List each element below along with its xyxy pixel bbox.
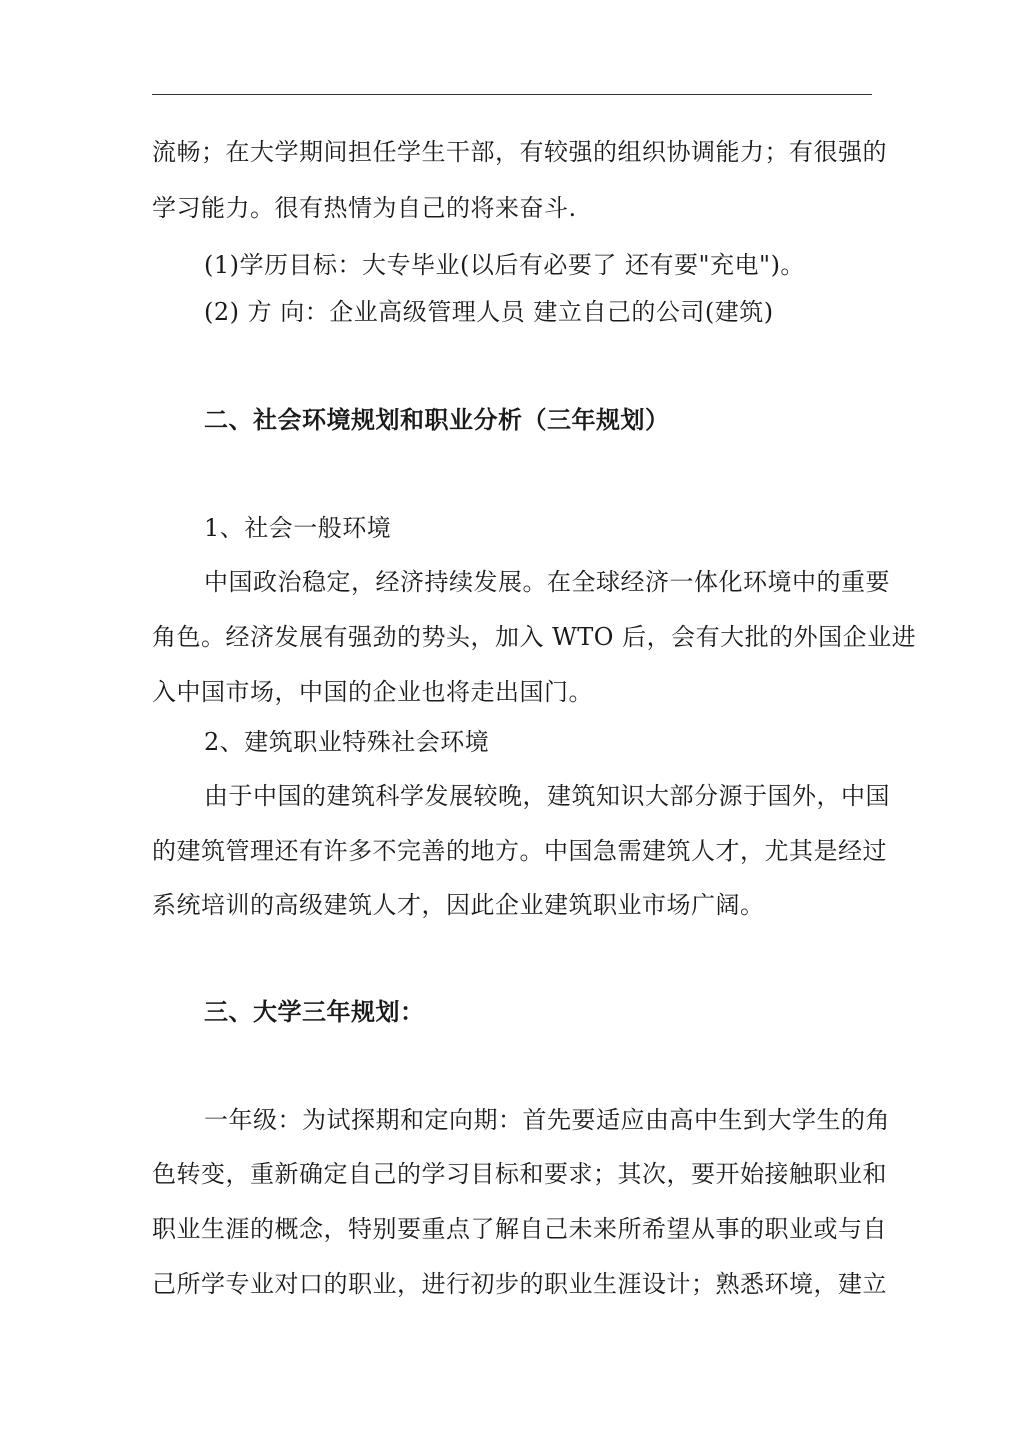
section-3-heading: 三、大学三年规划： xyxy=(204,998,425,1026)
subsection-1-title: 1、社会一般环境 xyxy=(204,514,392,542)
year-1-line-1: 一年级：为试探期和定向期：首先要适应由高中生到大学生的角 xyxy=(204,1106,890,1134)
subsection-1-line-2: 角色。经济发展有强劲的势头，加入 WTO 后，会有大批的外国企业进 xyxy=(152,623,917,651)
section-2-heading: 二、社会环境规划和职业分析（三年规划） xyxy=(204,406,670,434)
header-rule xyxy=(152,94,872,95)
subsection-2-line-2: 的建筑管理还有许多不完善的地方。中国急需建筑人才，尤其是经过 xyxy=(152,837,887,865)
subsection-2-line-3: 系统培训的高级建筑人才，因此企业建筑职业市场广阔。 xyxy=(152,891,765,919)
year-1-line-3: 职业生涯的概念，特别要重点了解自己未来所希望从事的职业或与自 xyxy=(152,1215,887,1243)
subsection-2-line-1: 由于中国的建筑科学发展较晚，建筑知识大部分源于国外，中国 xyxy=(204,782,890,810)
intro-line-2: 学习能力。很有热情为自己的将来奋斗. xyxy=(152,194,577,222)
subsection-1-line-1: 中国政治稳定，经济持续发展。在全球经济一体化环境中的重要 xyxy=(204,568,890,596)
year-1-line-4: 己所学专业对口的职业，进行初步的职业生涯设计；熟悉环境，建立 xyxy=(152,1270,887,1298)
goal-direction: (2) 方 向：企业高级管理人员 建立自己的公司(建筑) xyxy=(204,298,774,326)
subsection-1-line-3: 入中国市场，中国的企业也将走出国门。 xyxy=(152,678,593,706)
subsection-2-title: 2、建筑职业特殊社会环境 xyxy=(204,728,490,756)
goal-education: (1)学历目标：大专毕业(以后有必要了 还有要"充电")。 xyxy=(204,251,805,279)
year-1-line-2: 色转变，重新确定自己的学习目标和要求；其次，要开始接触职业和 xyxy=(152,1160,887,1188)
intro-line-1: 流畅；在大学期间担任学生干部，有较强的组织协调能力；有很强的 xyxy=(152,138,887,166)
